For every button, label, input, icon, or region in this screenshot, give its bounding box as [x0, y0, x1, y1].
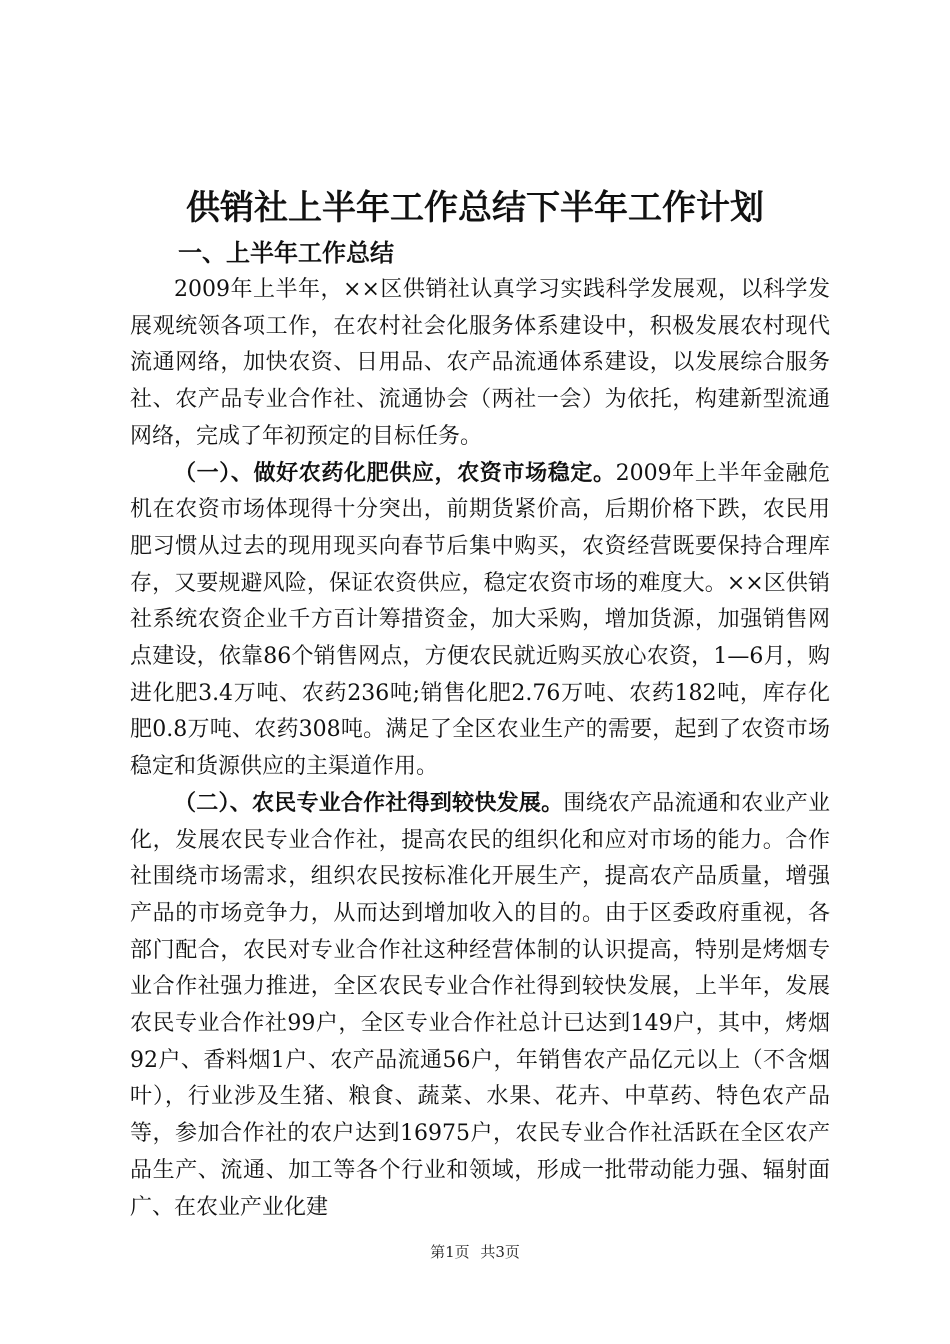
paragraph-text: 2009年上半年，××区供销社认真学习实践科学发展观，以科学发展观统领各项工作，在农村社会化服务体系建设中，积极发展农村现代流通网络，加快农资、日用品、农产品流通体系建设，以发展综合服务社、农产品专业合作社、流通协会（两社一会）为依托，构建新型流通网络，完成了年初预定的目标任务。 [130, 277, 830, 449]
paragraph-lead: （二）、农民专业合作社得到较快发展。 [174, 790, 564, 816]
section-heading: 一、上半年工作总结 [178, 239, 394, 267]
paragraph-lead: （一）、做好农药化肥供应，农资市场稳定。 [174, 460, 616, 486]
paragraph-text: 围绕农产品流通和农业产业化，发展农民专业合作社，提高农民的组织化和应对市场的能力。合作社围绕市场需求，组织农民按标准化开展生产，提高农产品质量，增强产品的市场竞争力，从而达到增加收入的目的。由于区委政府重视，各部门配合，农民对专业合作社这种经营体制的认识提高，特别是烤烟专业合作社强力推进，全区农民专业合作社得到较快发展，上半年，发展农民专业合作社99户，全区专业合作社总计已达到149户，其中，烤烟92户、香料烟1户、农产品流通56户，年销售农产品亿元以上（不含烟叶），行业涉及生猪、粮食、蔬菜、水果、花卉、中草药、特色农产品等，参加合作社的农户达到16975户，农民专业合作社活跃在全区农产品生产、流通、加工等各个行业和领域，形成一批带动能力强、辐射面广、在农业产业化建 [130, 790, 830, 1220]
paragraph-item-1 [130, 456, 830, 786]
page-total: 共3页 [480, 1243, 520, 1261]
document-body [130, 272, 830, 1226]
page-footer [0, 1240, 950, 1264]
paragraph-intro [130, 272, 830, 456]
document-title: 供销社上半年工作总结下半年工作计划 [186, 188, 764, 228]
paragraph-item-2 [130, 786, 830, 1226]
page-number: 第1页 [430, 1243, 470, 1261]
paragraph-text: 2009年上半年金融危机在农资市场体现得十分突出，前期货紧价高，后期价格下跌，农民用肥习惯从过去的现用现买向春节后集中购买，农资经营既要保持合理库存，又要规避风险，保证农资供应，稳定农资市场的难度大。××区供销社系统农资企业千方百计筹措资金，加大采购，增加货源，加强销售网点建设，依靠86个销售网点，方便农民就近购买放心农资，1—6月，购进化肥3.4万吨、农药236吨;销售化肥2.76万吨、农药182吨，库存化肥0.8万吨、农药308吨。满足了全区农业生产的需要，起到了农资市场稳定和货源供应的主渠道作用。 [130, 460, 830, 780]
